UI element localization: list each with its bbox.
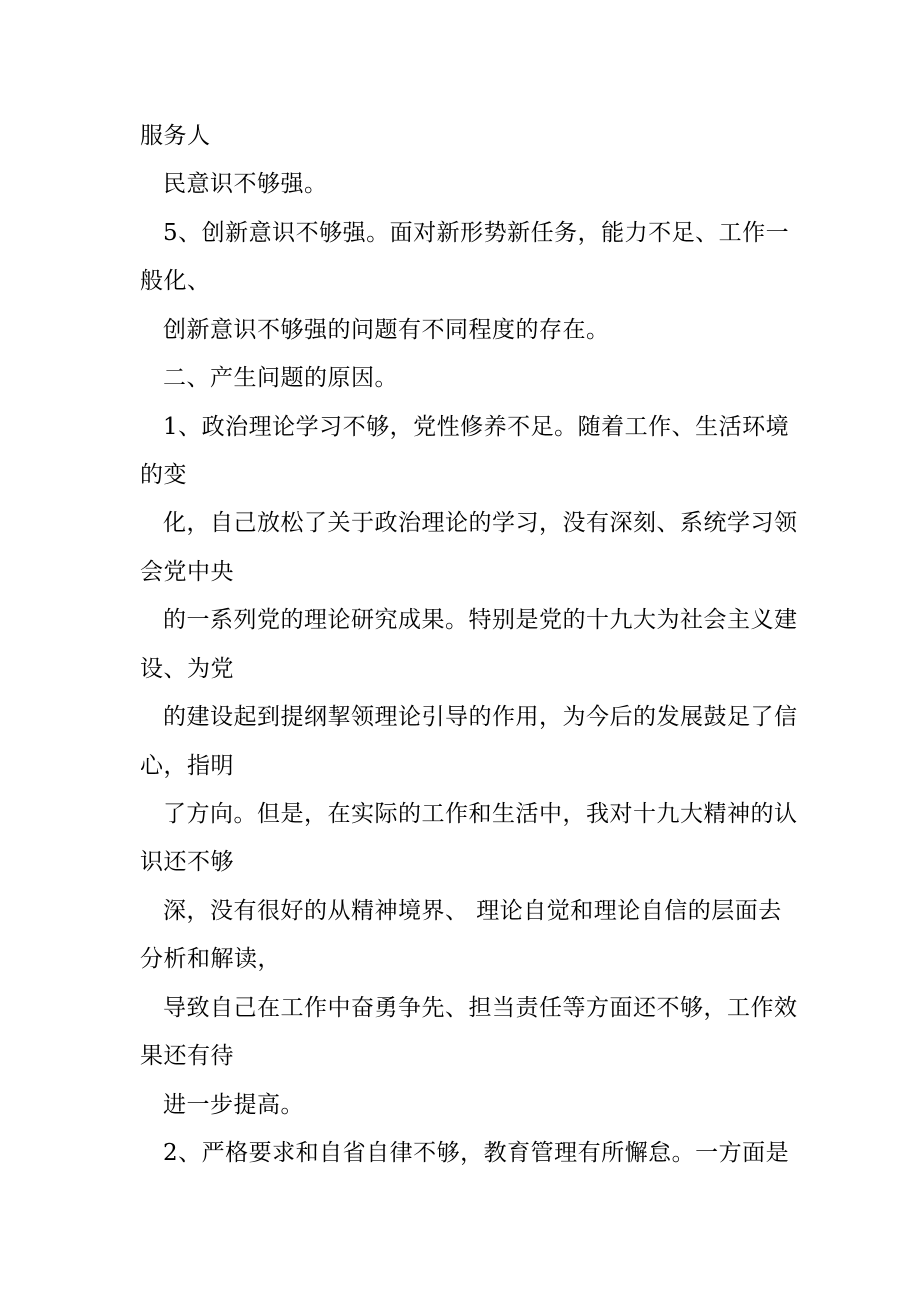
section-heading: 二、产生问题的原因。 <box>163 365 398 391</box>
text-line: 的一系列党的理论研究成果。特别是党的十九大为社会主义建 <box>163 607 798 633</box>
text-line: 1、政治理论学习不够，党性修养不足。随着工作、生活环境 <box>163 414 790 440</box>
text-line: 设、为党 <box>140 656 234 682</box>
text-line: 会党中央 <box>140 559 234 585</box>
text-line: 果还有待 <box>140 1043 234 1069</box>
text-line: 识还不够 <box>140 849 234 875</box>
text-line: 的变 <box>140 462 187 488</box>
text-line: 创新意识不够强的问题有不同程度的存在。 <box>163 317 610 343</box>
text-line: 了方向。但是，在实际的工作和生活中，我对十九大精神的认 <box>163 801 798 827</box>
text-line: 深，没有很好的从精神境界、 理论自觉和理论自信的层面去 <box>163 898 782 924</box>
text-line: 般化、 <box>140 268 211 294</box>
text-line: 分析和解读， <box>140 946 281 972</box>
text-line: 5、创新意识不够强。面对新形势新任务，能力不足、工作一 <box>163 220 790 246</box>
text-line: 服务人 <box>140 123 211 149</box>
text-line: 导致自己在工作中奋勇争先、担当责任等方面还不够，工作效 <box>163 995 798 1021</box>
text-line: 进一步提高。 <box>163 1092 304 1118</box>
text-line: 2、严格要求和自省自律不够，教育管理有所懈怠。一方面是 <box>163 1140 790 1166</box>
text-line: 心，指明 <box>140 753 234 779</box>
text-line: 化，自己放松了关于政治理论的学习，没有深刻、系统学习领 <box>163 510 798 536</box>
text-line: 民意识不够强。 <box>163 171 328 197</box>
text-line: 的建设起到提纲挈领理论引导的作用，为今后的发展鼓足了信 <box>163 704 798 730</box>
